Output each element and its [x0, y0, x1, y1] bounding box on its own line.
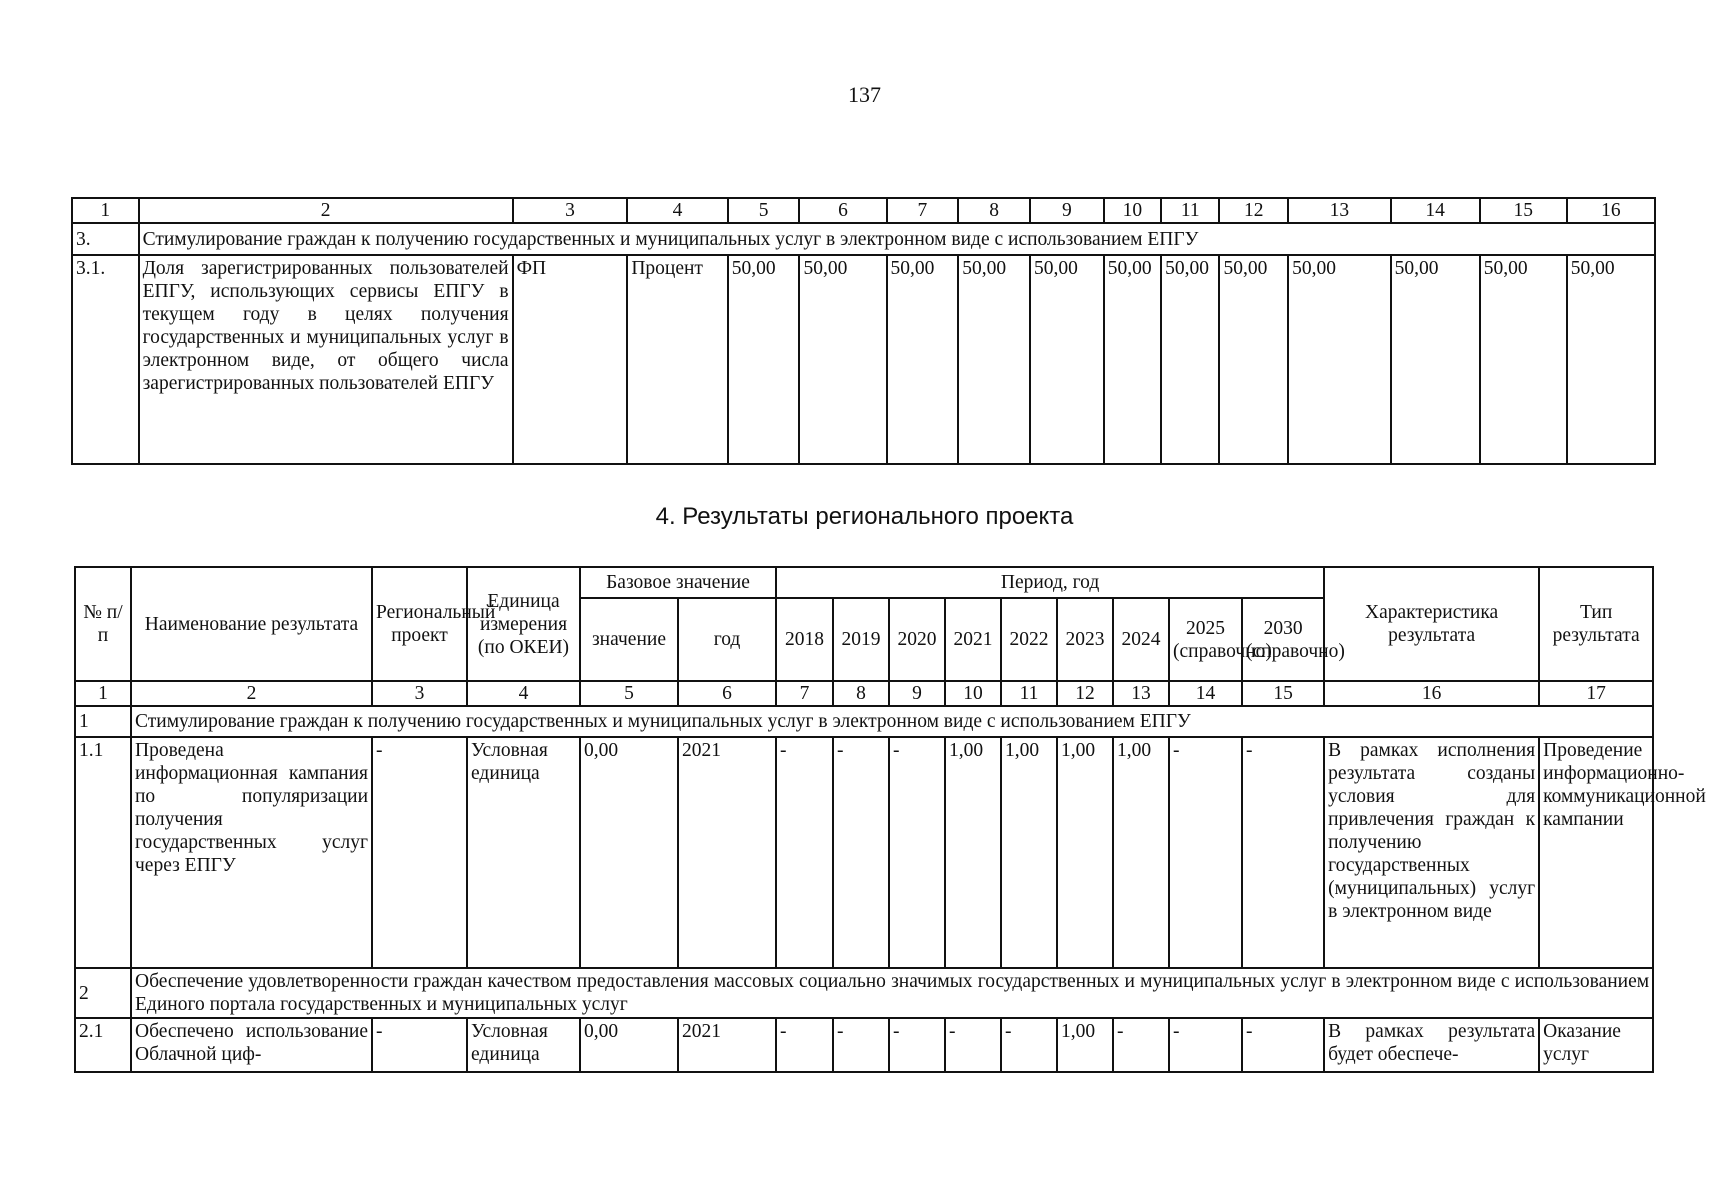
header-year: 2020	[889, 598, 945, 681]
header-unit: Единица измерения (по ОКЕИ)	[467, 567, 580, 681]
header-year: 2022	[1001, 598, 1057, 681]
indicator-value: 50,00	[1480, 255, 1567, 464]
result-name: Проведена информационная кампания по популяризации получения государственных услуг через ЕПГУ	[131, 737, 372, 968]
result-value: -	[1242, 1018, 1324, 1072]
indicator-value: 50,00	[887, 255, 959, 464]
header-year: 2019	[833, 598, 889, 681]
indicator-value: 50,00	[1391, 255, 1480, 464]
page-number: 137	[848, 82, 881, 107]
indicator-value: 50,00	[1567, 255, 1655, 464]
section-title: Стимулирование граждан к получению государственных и муниципальных услуг в электронном виде с использованием ЕПГУ	[131, 706, 1653, 737]
column-number: 7	[887, 198, 959, 223]
result-base-value: 0,00	[580, 1018, 678, 1072]
header-name: Наименование результата	[131, 567, 372, 681]
result-type: Проведение информационно-коммуникационной кампании	[1539, 737, 1653, 968]
result-value: -	[1169, 1018, 1242, 1072]
result-characteristic: В рамках результата будет обеспече-	[1324, 1018, 1539, 1072]
result-value: 1,00	[945, 737, 1001, 968]
result-characteristic: В рамках исполнения результата созданы условия для привлечения граждан к получению государственных (муниципальных) услуг в электронном виде	[1324, 737, 1539, 968]
indicator-unit: Процент	[627, 255, 727, 464]
header-result-type: Тип результата	[1539, 567, 1653, 681]
indicator-value: 50,00	[799, 255, 886, 464]
column-number: 13	[1113, 681, 1169, 706]
indicators-table	[71, 197, 1656, 465]
result-value: 1,00	[1057, 737, 1113, 968]
result-unit: Условная единица	[467, 1018, 580, 1072]
column-number: 6	[678, 681, 776, 706]
column-number: 10	[1104, 198, 1161, 223]
column-number: 9	[889, 681, 945, 706]
column-number: 3	[513, 198, 628, 223]
result-base-value: 0,00	[580, 737, 678, 968]
header-year: 2024	[1113, 598, 1169, 681]
column-number: 17	[1539, 681, 1653, 706]
column-number: 4	[627, 198, 727, 223]
column-number-row	[75, 681, 1653, 706]
results-table	[74, 566, 1706, 1073]
header-base-value: значение	[580, 598, 678, 681]
result-base-year: 2021	[678, 737, 776, 968]
section-row	[75, 968, 1653, 1018]
column-number: 5	[580, 681, 678, 706]
column-number: 13	[1288, 198, 1390, 223]
header-num: № п/п	[75, 567, 131, 681]
header-year: 2021	[945, 598, 1001, 681]
header-year-2025: 2025 (справочно)	[1169, 598, 1242, 681]
header-year-2030: 2030 (справочно)	[1242, 598, 1324, 681]
row-number: 2.1	[75, 1018, 131, 1072]
result-unit: Условная единица	[467, 737, 580, 968]
column-number: 8	[958, 198, 1030, 223]
result-regional: -	[372, 737, 467, 968]
header-characteristic: Характеристика результата	[1324, 567, 1539, 681]
result-value: -	[889, 1018, 945, 1072]
indicator-value: 50,00	[1219, 255, 1288, 464]
column-number: 2	[139, 198, 513, 223]
section-title: Обеспечение удовлетворенности граждан качеством предоставления массовых социально значимых государственных и муниципальных услуг в электронном виде с использованием Единого портала государственных и муниципальных услуг	[131, 968, 1653, 1018]
table-row	[75, 737, 1653, 968]
column-number: 14	[1169, 681, 1242, 706]
indicator-value: 50,00	[958, 255, 1030, 464]
column-number: 8	[833, 681, 889, 706]
header-regional: Региональный проект	[372, 567, 467, 681]
column-number: 10	[945, 681, 1001, 706]
result-value: -	[945, 1018, 1001, 1072]
indicator-value: 50,00	[728, 255, 800, 464]
header-period: Период, год	[776, 567, 1324, 598]
header-base-year: год	[678, 598, 776, 681]
column-number: 1	[75, 681, 131, 706]
result-value: 1,00	[1057, 1018, 1113, 1072]
indicator-name: Доля зарегистрированных пользователей ЕПГУ, использующих сервисы ЕПГУ в текущем году в целях получения государственных и муниципальных услуг в электронном виде, от общего числа зарегистрированных пользователей ЕПГУ	[139, 255, 513, 464]
result-value: -	[1001, 1018, 1057, 1072]
section-row	[72, 223, 1655, 255]
result-value: -	[776, 1018, 833, 1072]
column-number: 12	[1057, 681, 1113, 706]
section-number: 2	[75, 968, 131, 1018]
result-value: 1,00	[1001, 737, 1057, 968]
section-row	[75, 706, 1653, 737]
column-number: 16	[1324, 681, 1539, 706]
indicator-value: 50,00	[1104, 255, 1161, 464]
section-heading: 4. Результаты регионального проекта	[655, 503, 1074, 530]
column-number-row	[72, 198, 1655, 223]
column-number: 5	[728, 198, 800, 223]
column-number: 9	[1030, 198, 1104, 223]
result-value: -	[1113, 1018, 1169, 1072]
result-type: Оказание услуг	[1539, 1018, 1653, 1072]
result-name: Обеспечено использование Облачной циф-	[131, 1018, 372, 1072]
table-row	[72, 255, 1655, 464]
indicator-value: 50,00	[1161, 255, 1219, 464]
result-regional: -	[372, 1018, 467, 1072]
header-row	[75, 567, 1653, 598]
column-number: 16	[1567, 198, 1655, 223]
header-year: 2018	[776, 598, 833, 681]
row-number: 3.1.	[72, 255, 139, 464]
row-number: 1.1	[75, 737, 131, 968]
column-number: 1	[72, 198, 139, 223]
column-number: 14	[1391, 198, 1480, 223]
result-value: -	[833, 1018, 889, 1072]
table-row	[75, 1018, 1653, 1072]
result-base-year: 2021	[678, 1018, 776, 1072]
column-number: 6	[799, 198, 886, 223]
column-number: 11	[1001, 681, 1057, 706]
column-number: 3	[372, 681, 467, 706]
section-number: 1	[75, 706, 131, 737]
column-number: 7	[776, 681, 833, 706]
indicator-value: 50,00	[1030, 255, 1104, 464]
column-number: 12	[1219, 198, 1288, 223]
column-number: 15	[1480, 198, 1567, 223]
indicator-type: ФП	[513, 255, 628, 464]
result-value: -	[1242, 737, 1324, 968]
column-number: 11	[1161, 198, 1219, 223]
result-value: -	[833, 737, 889, 968]
column-number: 4	[467, 681, 580, 706]
indicator-value: 50,00	[1288, 255, 1390, 464]
result-value: -	[889, 737, 945, 968]
section-title: Стимулирование граждан к получению государственных и муниципальных услуг в электронном виде с использованием ЕПГУ	[139, 223, 1655, 255]
result-value: -	[1169, 737, 1242, 968]
section-number: 3.	[72, 223, 139, 255]
column-number: 15	[1242, 681, 1324, 706]
header-base: Базовое значение	[580, 567, 776, 598]
result-value: -	[776, 737, 833, 968]
header-year: 2023	[1057, 598, 1113, 681]
result-value: 1,00	[1113, 737, 1169, 968]
column-number: 2	[131, 681, 372, 706]
